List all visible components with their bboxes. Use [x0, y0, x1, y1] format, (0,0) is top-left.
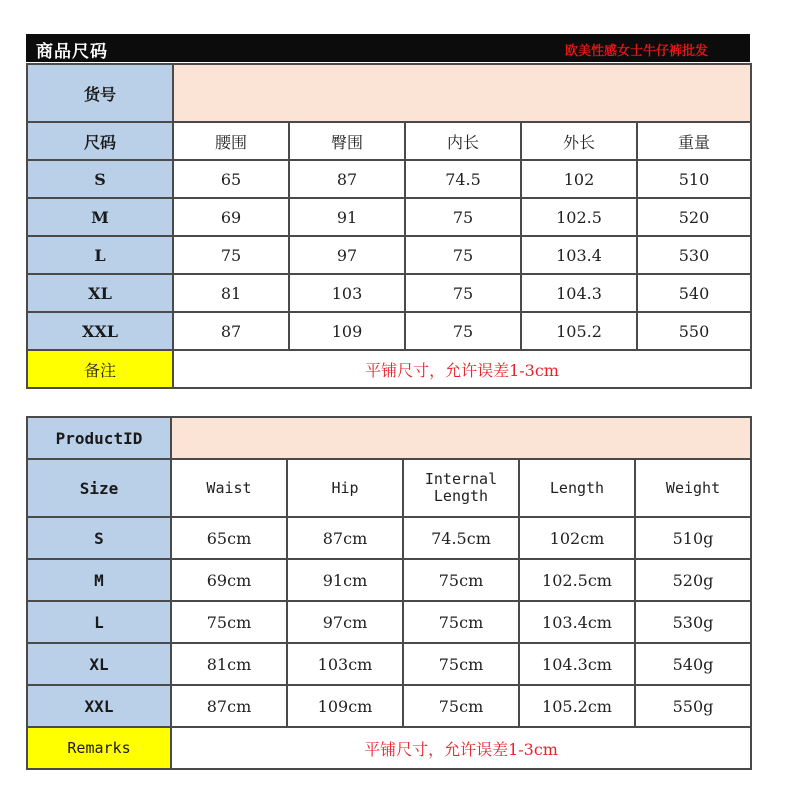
product-id-value	[171, 417, 751, 459]
weight-value: 510	[637, 160, 751, 198]
weight-value: 550	[637, 312, 751, 350]
size-label: XL	[27, 643, 171, 685]
internal-length-value: 75cm	[403, 601, 519, 643]
internal-length-value: 74.5cm	[403, 517, 519, 559]
size-label: M	[27, 198, 173, 236]
hip-value: 97	[289, 236, 405, 274]
length-value: 103.4	[521, 236, 637, 274]
waist-value: 69cm	[171, 559, 287, 601]
table-row	[27, 559, 751, 601]
waist-value: 81	[173, 274, 289, 312]
size-header-label: 尺码	[27, 122, 173, 160]
length-value: 102	[521, 160, 637, 198]
waist-value: 87cm	[171, 685, 287, 727]
size-label: S	[27, 160, 173, 198]
header-weight: 重量	[637, 122, 751, 160]
weight-value: 540	[637, 274, 751, 312]
remark-label: 备注	[27, 350, 173, 388]
table-row	[27, 236, 751, 274]
product-id-label: ProductID	[27, 417, 171, 459]
product-id-value	[173, 64, 751, 122]
size-chart-title: 商品尺码	[36, 42, 108, 62]
length-value: 103.4cm	[519, 601, 635, 643]
remarks-label: Remarks	[27, 727, 171, 769]
table-row	[27, 685, 751, 727]
internal-length-value: 75cm	[403, 643, 519, 685]
weight-value: 520	[637, 198, 751, 236]
waist-value: 81cm	[171, 643, 287, 685]
weight-value: 510g	[635, 517, 751, 559]
hip-value: 103cm	[287, 643, 403, 685]
inseam-value: 75	[405, 274, 521, 312]
header-waist: Waist	[171, 459, 287, 517]
length-value: 104.3	[521, 274, 637, 312]
waist-value: 65cm	[171, 517, 287, 559]
size-header-label: Size	[27, 459, 171, 517]
hip-value: 103	[289, 274, 405, 312]
size-table-chinese	[26, 63, 752, 389]
size-label: XXL	[27, 685, 171, 727]
header-length: Length	[519, 459, 635, 517]
weight-value: 530	[637, 236, 751, 274]
length-value: 102.5	[521, 198, 637, 236]
table-row	[27, 198, 751, 236]
waist-value: 87	[173, 312, 289, 350]
length-value: 105.2	[521, 312, 637, 350]
header-inseam: 内长	[405, 122, 521, 160]
hip-value: 91cm	[287, 559, 403, 601]
waist-value: 75cm	[171, 601, 287, 643]
header-weight: Weight	[635, 459, 751, 517]
hip-value: 91	[289, 198, 405, 236]
header-hip: Hip	[287, 459, 403, 517]
table-row	[27, 274, 751, 312]
length-value: 104.3cm	[519, 643, 635, 685]
size-label: L	[27, 601, 171, 643]
table-row	[27, 517, 751, 559]
inseam-value: 75	[405, 312, 521, 350]
waist-value: 75	[173, 236, 289, 274]
internal-length-value: 75cm	[403, 685, 519, 727]
table-row	[27, 643, 751, 685]
size-label: L	[27, 236, 173, 274]
header-internal-length: Internal Length	[403, 459, 519, 517]
length-value: 105.2cm	[519, 685, 635, 727]
size-label: XL	[27, 274, 173, 312]
header-length: 外长	[521, 122, 637, 160]
wholesale-caption: 欧美性感女士牛仔裤批发	[564, 44, 708, 59]
table-row	[27, 160, 751, 198]
hip-value: 109cm	[287, 685, 403, 727]
inseam-value: 75	[405, 236, 521, 274]
title-bar	[26, 34, 750, 62]
remark-text: 平铺尺寸，允许误差1-3cm	[173, 350, 751, 388]
inseam-value: 75	[405, 198, 521, 236]
table-row	[27, 601, 751, 643]
length-value: 102.5cm	[519, 559, 635, 601]
product-id-label: 货号	[27, 64, 173, 122]
weight-value: 520g	[635, 559, 751, 601]
hip-value: 87	[289, 160, 405, 198]
size-label: M	[27, 559, 171, 601]
table-row	[27, 312, 751, 350]
header-waist: 腰围	[173, 122, 289, 160]
size-label: XXL	[27, 312, 173, 350]
waist-value: 65	[173, 160, 289, 198]
weight-value: 550g	[635, 685, 751, 727]
hip-value: 87cm	[287, 517, 403, 559]
waist-value: 69	[173, 198, 289, 236]
remarks-text: 平铺尺寸，允许误差1-3cm	[171, 727, 751, 769]
length-value: 102cm	[519, 517, 635, 559]
weight-value: 540g	[635, 643, 751, 685]
hip-value: 109	[289, 312, 405, 350]
size-table-english	[26, 416, 752, 770]
header-hip: 臀围	[289, 122, 405, 160]
size-label: S	[27, 517, 171, 559]
inseam-value: 74.5	[405, 160, 521, 198]
hip-value: 97cm	[287, 601, 403, 643]
weight-value: 530g	[635, 601, 751, 643]
internal-length-value: 75cm	[403, 559, 519, 601]
